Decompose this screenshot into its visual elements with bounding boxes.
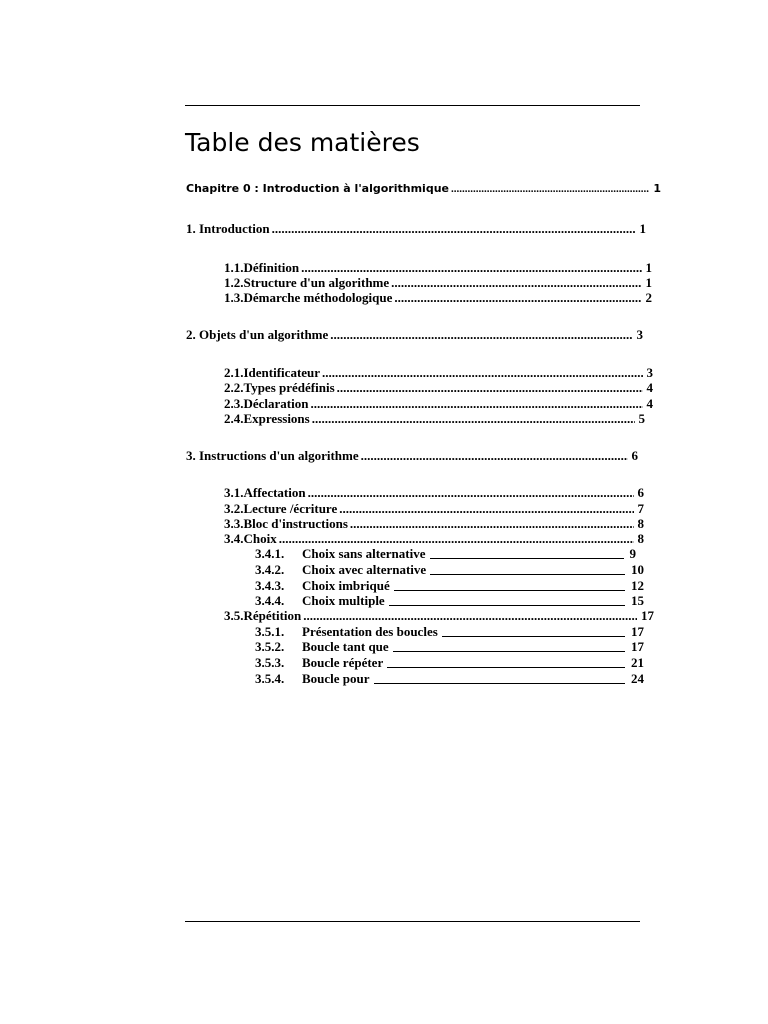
- toc-page-number: 3: [646, 365, 653, 380]
- toc-entry-label: 1.3.Démarche méthodologique: [224, 290, 393, 305]
- page-title: Table des matières: [185, 128, 420, 157]
- toc-entry-label: Choix avec alternative: [302, 562, 427, 577]
- toc-entry-label: 1. Introduction: [186, 221, 270, 236]
- dot-leader: [303, 608, 637, 624]
- toc-page-number: 21: [631, 655, 644, 670]
- toc-entry-label: 3.1.Affectation: [224, 485, 306, 500]
- dot-leader: [361, 448, 628, 464]
- toc-section-2: [186, 327, 643, 343]
- toc-subsection-3-4: [224, 531, 644, 547]
- toc-entry-label: Boucle répéter: [302, 655, 384, 670]
- underline-leader: [393, 650, 625, 652]
- toc-subsection-2-3: [224, 396, 653, 412]
- toc-entry-label: Choix imbriqué: [302, 578, 390, 593]
- toc-chapter-0: [186, 181, 661, 197]
- toc-entry-number: 3.4.3.: [255, 578, 285, 593]
- dot-leader: [391, 275, 641, 291]
- toc-page-number: 24: [631, 671, 644, 686]
- toc-page-number: 1: [645, 260, 652, 275]
- dot-leader: [337, 380, 643, 396]
- toc-page-number: 10: [631, 562, 644, 577]
- toc-subsection-2-4: [224, 411, 645, 427]
- dot-leader: [301, 260, 641, 276]
- toc-page-number: 6: [637, 485, 644, 500]
- toc-entry-label: 1.2.Structure d'un algorithme: [224, 275, 390, 290]
- toc-page-number: 7: [637, 501, 644, 516]
- underline-leader: [442, 635, 625, 637]
- toc-entry-number: 3.5.3.: [255, 655, 285, 670]
- underline-leader: [389, 604, 625, 606]
- dot-leader: [394, 290, 641, 306]
- underline-leader: [374, 682, 625, 684]
- toc-subsubsection-3-5-2: [255, 639, 644, 655]
- toc-subsection-3-3: [224, 516, 644, 532]
- dot-leader: [272, 221, 636, 237]
- toc-subsubsection-3-4-2: [255, 562, 644, 578]
- toc-page-number: 1: [645, 275, 652, 290]
- toc-entry-label: 2. Objets d'un algorithme: [186, 327, 329, 342]
- underline-leader: [387, 666, 625, 668]
- toc-entry-number: 3.4.4.: [255, 593, 285, 608]
- toc-entry-number: 3.4.1.: [255, 546, 285, 561]
- dot-leader: [279, 531, 634, 547]
- toc-page-number: 17: [641, 608, 654, 623]
- toc-entry-number: 3.5.2.: [255, 639, 285, 654]
- toc-entry-label: Présentation des boucles: [302, 624, 438, 639]
- toc-subsubsection-3-5-1: [255, 624, 644, 640]
- toc-subsubsection-3-4-1: [255, 546, 636, 562]
- toc-subsection-2-1: [224, 365, 653, 381]
- toc-page-number: 4: [646, 380, 653, 395]
- dot-leader: [308, 485, 634, 501]
- toc-subsection-1-2: [224, 275, 652, 291]
- footer-rule: [185, 921, 640, 922]
- toc-entry-label: 1.1.Définition: [224, 260, 300, 275]
- underline-leader: [394, 589, 625, 591]
- dot-leader: [451, 181, 649, 197]
- dot-leader: [350, 516, 634, 532]
- toc-entry-number: 3.5.4.: [255, 671, 285, 686]
- toc-page-number: 2: [645, 290, 652, 305]
- toc-page-number: 15: [631, 593, 644, 608]
- toc-subsection-1-3: [224, 290, 652, 306]
- toc-section-3: [186, 448, 638, 464]
- toc-page-number: 8: [637, 516, 644, 531]
- toc-entry-number: 3.4.2.: [255, 562, 285, 577]
- dot-leader: [339, 501, 633, 517]
- toc-section-1: [186, 221, 646, 237]
- underline-leader: [430, 557, 624, 559]
- toc-subsection-1-1: [224, 260, 652, 276]
- toc-subsection-3-5: [224, 608, 654, 624]
- toc-subsubsection-3-4-4: [255, 593, 644, 609]
- toc-entry-label: 2.1.Identificateur: [224, 365, 321, 380]
- toc-entry-label: Boucle tant que: [302, 639, 389, 654]
- toc-page-number: 5: [638, 411, 645, 426]
- toc-subsection-2-2: [224, 380, 653, 396]
- toc-entry-label: Chapitre 0 : Introduction à l'algorithmique: [186, 182, 449, 195]
- toc-entry-label: 3.2.Lecture /écriture: [224, 501, 338, 516]
- dot-leader: [330, 327, 632, 343]
- toc-entry-label: Boucle pour: [302, 671, 370, 686]
- toc-entry-label: 3.5.Répétition: [224, 608, 302, 623]
- toc-page-number: 9: [629, 546, 636, 561]
- toc-page-number: 3: [636, 327, 643, 342]
- toc-page-number: 1: [653, 182, 661, 195]
- toc-entry-label: Choix sans alternative: [302, 546, 426, 561]
- toc-subsubsection-3-5-3: [255, 655, 644, 671]
- toc-entry-label: 2.4.Expressions: [224, 411, 310, 426]
- toc-entry-label: Choix multiple: [302, 593, 385, 608]
- toc-subsection-3-2: [224, 501, 644, 517]
- dot-leader: [312, 411, 635, 427]
- header-rule: [185, 105, 640, 106]
- toc-page-number: 1: [639, 221, 646, 236]
- toc-page-number: 4: [646, 396, 653, 411]
- toc-entry-label: 3.4.Choix: [224, 531, 277, 546]
- underline-leader: [430, 573, 625, 575]
- toc-entry-number: 3.5.1.: [255, 624, 285, 639]
- toc-page-number: 12: [631, 578, 644, 593]
- toc-page-number: 17: [631, 639, 644, 654]
- toc-subsection-3-1: [224, 485, 644, 501]
- toc-page-number: 17: [631, 624, 644, 639]
- toc-subsubsection-3-4-3: [255, 578, 644, 594]
- toc-page-number: 8: [637, 531, 644, 546]
- toc-entry-label: 2.3.Déclaration: [224, 396, 309, 411]
- dot-leader: [310, 396, 642, 412]
- toc-entry-label: 3. Instructions d'un algorithme: [186, 448, 359, 463]
- toc-subsubsection-3-5-4: [255, 671, 644, 687]
- toc-entry-label: 2.2.Types prédéfinis: [224, 380, 335, 395]
- toc-entry-label: 3.3.Bloc d'instructions: [224, 516, 348, 531]
- toc-page-number: 6: [631, 448, 638, 463]
- dot-leader: [322, 365, 642, 381]
